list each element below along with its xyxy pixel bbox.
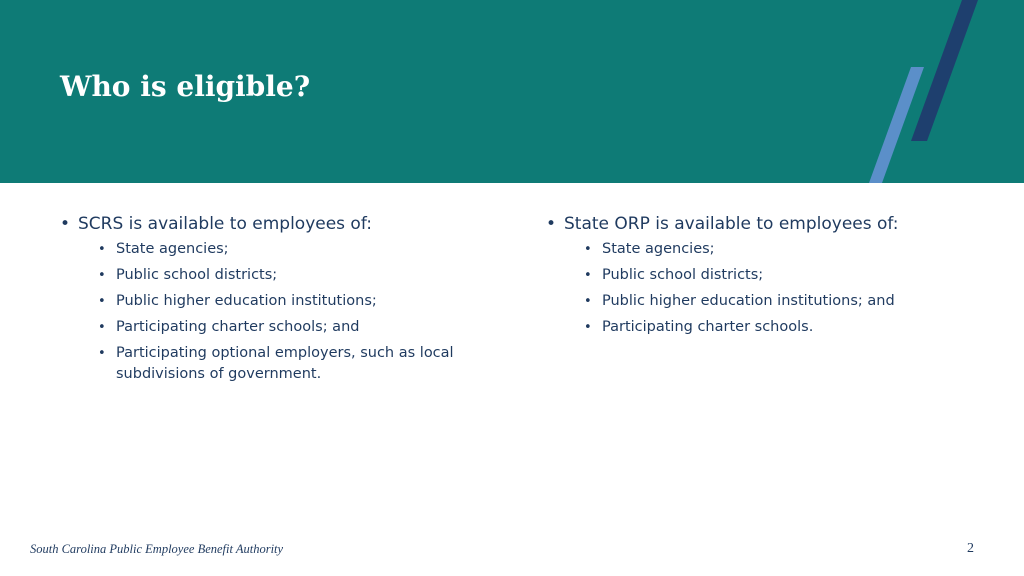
list-item-text: Participating charter schools; and <box>116 319 360 335</box>
scrs-heading: SCRS is available to employees of: <box>78 214 372 234</box>
list-item-text: Participating charter schools. <box>602 319 814 335</box>
scrs-eligibility-list <box>60 211 500 390</box>
list-item-text: Participating optional employers, such as local subdivisions of government. <box>116 345 454 382</box>
bullet-icon: • <box>98 320 106 335</box>
header-banner <box>0 0 1024 183</box>
bullet-icon: • <box>584 294 592 309</box>
list-item <box>546 317 986 338</box>
slide-title: Who is eligible? <box>60 70 311 103</box>
bullet-icon: • <box>546 214 557 234</box>
list-item-text: Public school districts; <box>602 267 764 283</box>
list-item <box>546 291 986 312</box>
list-item-text: State agencies; <box>116 241 229 257</box>
bullet-icon: • <box>60 214 71 234</box>
bullet-icon: • <box>98 294 106 309</box>
list-item <box>546 265 986 286</box>
list-item-text: Public higher education institutions; <box>116 293 377 309</box>
orp-heading-item <box>546 211 986 237</box>
bullet-icon: • <box>584 268 592 283</box>
stripe-light <box>869 67 924 183</box>
list-item <box>60 265 500 286</box>
list-item <box>60 239 500 260</box>
list-item <box>60 291 500 312</box>
list-item <box>60 317 500 338</box>
bullet-icon: • <box>584 242 592 257</box>
list-item-text: Public school districts; <box>116 267 278 283</box>
orp-heading: State ORP is available to employees of: <box>564 214 899 234</box>
list-item-text: Public higher education institutions; and <box>602 293 895 309</box>
bullet-icon: • <box>98 242 106 257</box>
list-item-text: State agencies; <box>602 241 715 257</box>
bullet-icon: • <box>98 268 106 283</box>
bullet-icon: • <box>98 346 106 361</box>
page-number: 2 <box>967 541 974 556</box>
bullet-icon: • <box>584 320 592 335</box>
footer-organization: South Carolina Public Employee Benefit Authority <box>30 542 284 556</box>
scrs-heading-item <box>60 211 500 237</box>
list-item <box>60 343 500 385</box>
list-item <box>546 239 986 260</box>
orp-eligibility-list <box>546 211 986 343</box>
